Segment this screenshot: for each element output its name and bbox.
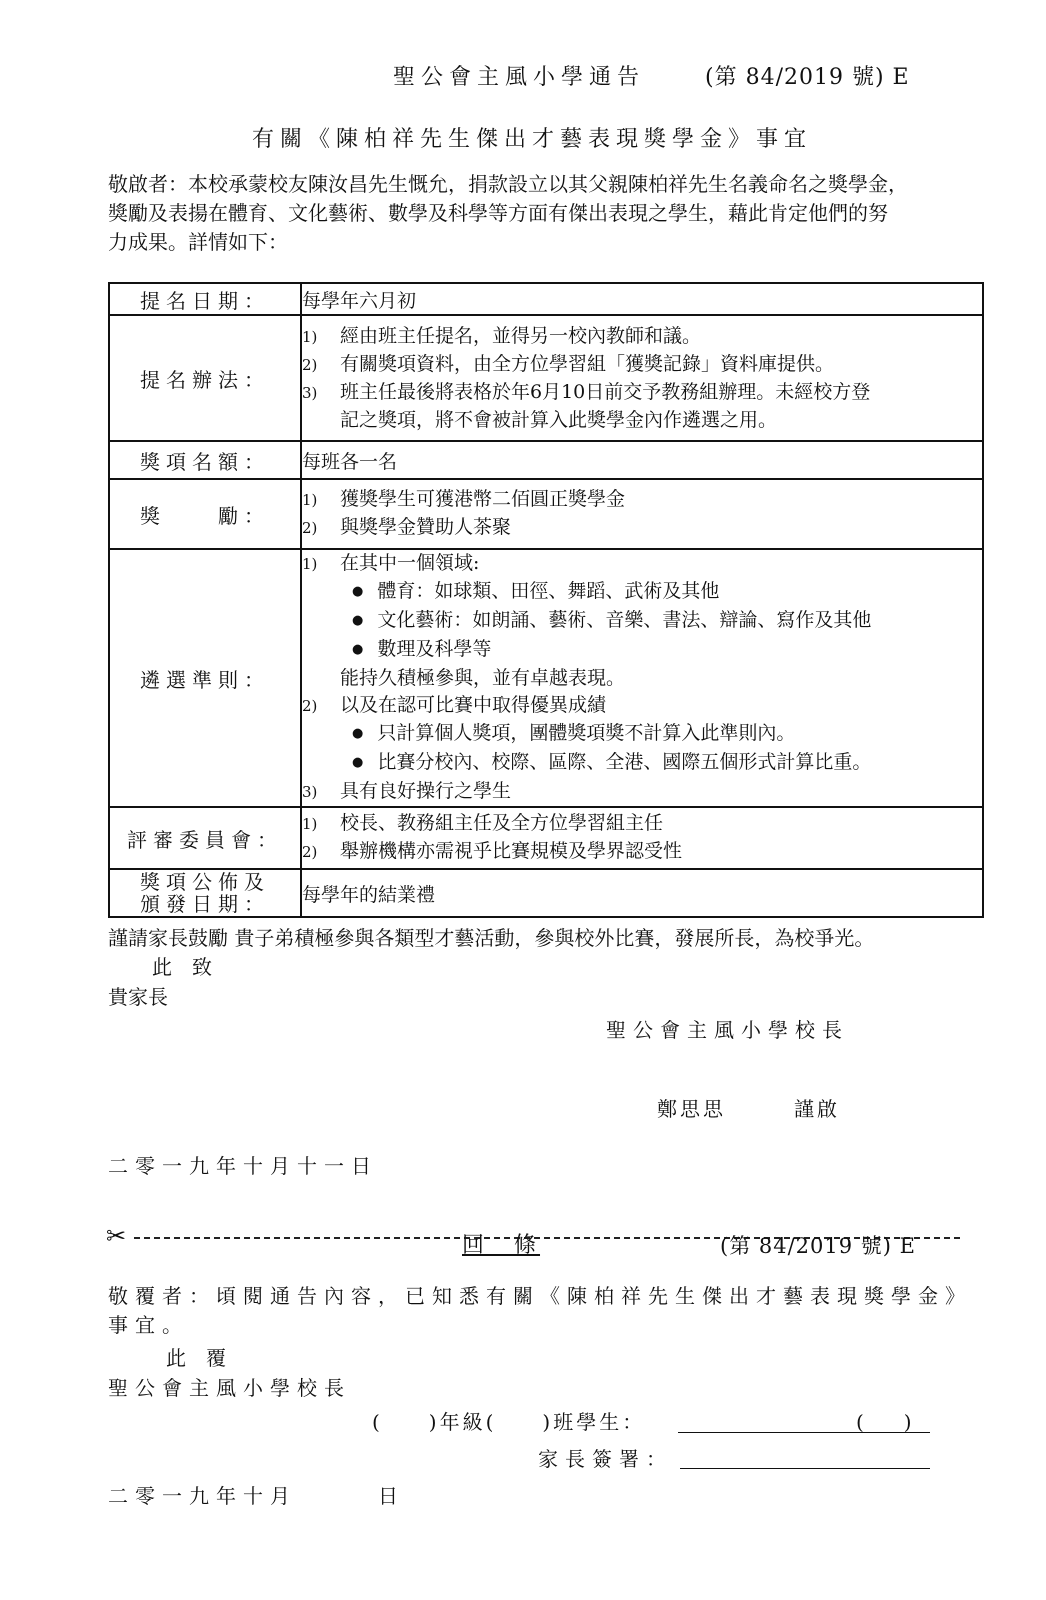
item-number: 1) (302, 815, 318, 833)
reply-recipient: 聖公會主風小學校長 (108, 1376, 351, 1400)
label-line: 獎項公佈及 (140, 870, 270, 894)
list-item-continued: 記之獎項，將不會被計算入此獎學金內作遴選之用。 (340, 408, 778, 431)
value-nomination-method (301, 315, 983, 441)
table-row-announcement-date (109, 869, 983, 917)
item-number: 3) (302, 783, 318, 801)
parent-signature-label: 家長簽署： (538, 1447, 673, 1471)
reply-line-1: 敬覆者：頃閱通告內容，已知悉有關《陳柏祥先生傑出才藝表現獎學金》 (108, 1284, 972, 1308)
item-number: 2) (302, 519, 318, 537)
reply-greeting: 此 覆 (166, 1346, 226, 1370)
table-row-committee (109, 807, 983, 869)
table-row-reward (109, 479, 983, 549)
table-row-criteria (109, 549, 983, 807)
parent-signature-field[interactable] (680, 1468, 930, 1469)
value-quota: 每班各一名 (301, 441, 983, 479)
list-item: 與獎學金贊助人茶聚 (340, 516, 512, 538)
label-announcement-date (109, 869, 301, 917)
list-item-continued: 能持久積極參與，並有卓越表現。 (340, 667, 626, 689)
list-item: 具有良好操行之學生 (340, 780, 512, 802)
closing-request: 謹請家長鼓勵 貴子弟積極參與各類型才藝活動，參與校外比賽，發展所長，為校爭光。 (108, 926, 875, 950)
list-item: 經由班主任提名，並得另一校內教師和議。 (340, 324, 702, 347)
value-reward (301, 479, 983, 549)
label-nomination-date: 提名日期： (109, 283, 301, 315)
list-item: 以及在認可比賽中取得優異成績 (340, 694, 607, 716)
closing-greeting: 此 致 (152, 955, 212, 979)
respectfully-text: 謹啟 (794, 1097, 840, 1121)
label-nomination-method: 提名辦法： (109, 315, 301, 441)
notice-number: (第 84/2019 號) E (705, 65, 910, 90)
intro-line-3: 力成果。詳情如下： (108, 230, 288, 254)
label-line: 頒發日期： (140, 892, 270, 916)
label-criteria: 遴選準則： (109, 549, 301, 807)
student-class-label: ( )年級( )班學生： (372, 1410, 646, 1434)
intro-line-2: 獎勵及表揚在體育、文化藝術、數學及科學等方面有傑出表現之學生，藉此肯定他們的努 (108, 201, 888, 225)
label-quota: 獎項名額： (109, 441, 301, 479)
bullet-item: ● 體育：如球類、田徑、舞蹈、武術及其他 (302, 578, 982, 607)
value-announcement-date: 每學年的結業禮 (301, 869, 983, 917)
list-item: 班主任最後將表格於年6月10日前交予教務組辦理。未經校方登 (340, 380, 871, 403)
scissors-icon: ✂ (106, 1222, 127, 1250)
bullet-item: ● 只計算個人獎項，團體獎項獎不計算入此準則內。 (302, 720, 982, 749)
notice-date: 二零一九年十月十一日 (108, 1154, 378, 1178)
list-item: 有關獎項資料，由全方位學習組「獲獎記錄」資料庫提供。 (340, 352, 835, 375)
value-nomination-date: 每學年六月初 (301, 283, 983, 315)
item-number: 1) (302, 491, 318, 509)
list-item: 舉辦機構亦需視乎比賽規模及學界認受性 (340, 840, 683, 862)
item-number: 1) (302, 555, 318, 573)
principal-title: 聖公會主風小學校長 (606, 1018, 849, 1042)
reply-line-2: 事宜。 (108, 1313, 189, 1337)
item-number: 2) (302, 697, 318, 715)
principal-name: 鄭思思 (657, 1097, 726, 1121)
scholarship-details-table (108, 282, 984, 918)
list-item: 校長、教務組主任及全方位學習組主任 (340, 812, 664, 834)
item-number: 1) (302, 327, 318, 346)
table-row-quota (109, 441, 983, 479)
item-number: 2) (302, 843, 318, 861)
label-reward: 獎 勵： (109, 479, 301, 549)
bullet-item: ● 比賽分校內、校際、區際、全港、國際五個形式計算比重。 (302, 749, 982, 778)
student-number-paren: ( ) (856, 1410, 912, 1434)
list-item: 獲獎學生可獲港幣二佰圓正獎學金 (340, 488, 626, 510)
table-row-nomination-date (109, 283, 983, 315)
intro-line-1: 敬啟者：本校承蒙校友陳汝昌先生慨允，捐款設立以其父親陳柏祥先生名義命名之獎學金， (108, 172, 908, 196)
reply-slip-title: 回 條 (462, 1233, 541, 1258)
reply-notice-number: (第 84/2019 號) E (720, 1234, 916, 1258)
bullet-item: ● 文化藝術：如朗誦、藝術、音樂、書法、辯論、寫作及其他 (302, 607, 982, 636)
value-criteria (301, 549, 983, 807)
reply-date: 二零一九年十月 日 (108, 1484, 405, 1508)
closing-recipient: 貴家長 (108, 985, 168, 1009)
item-number: 3) (302, 383, 318, 402)
bullet-item: ● 數理及科學等 (302, 636, 982, 665)
item-number: 2) (302, 355, 318, 374)
table-row-nomination-method (109, 315, 983, 441)
notice-subject: 有關《陳柏祥先生傑出才藝表現獎學金》事宜 (252, 127, 813, 152)
school-notice-title: 聖公會主風小學通告 (393, 65, 646, 90)
list-item: 在其中一個領域: (340, 552, 480, 574)
label-committee: 評審委員會： (109, 807, 301, 869)
value-committee (301, 807, 983, 869)
